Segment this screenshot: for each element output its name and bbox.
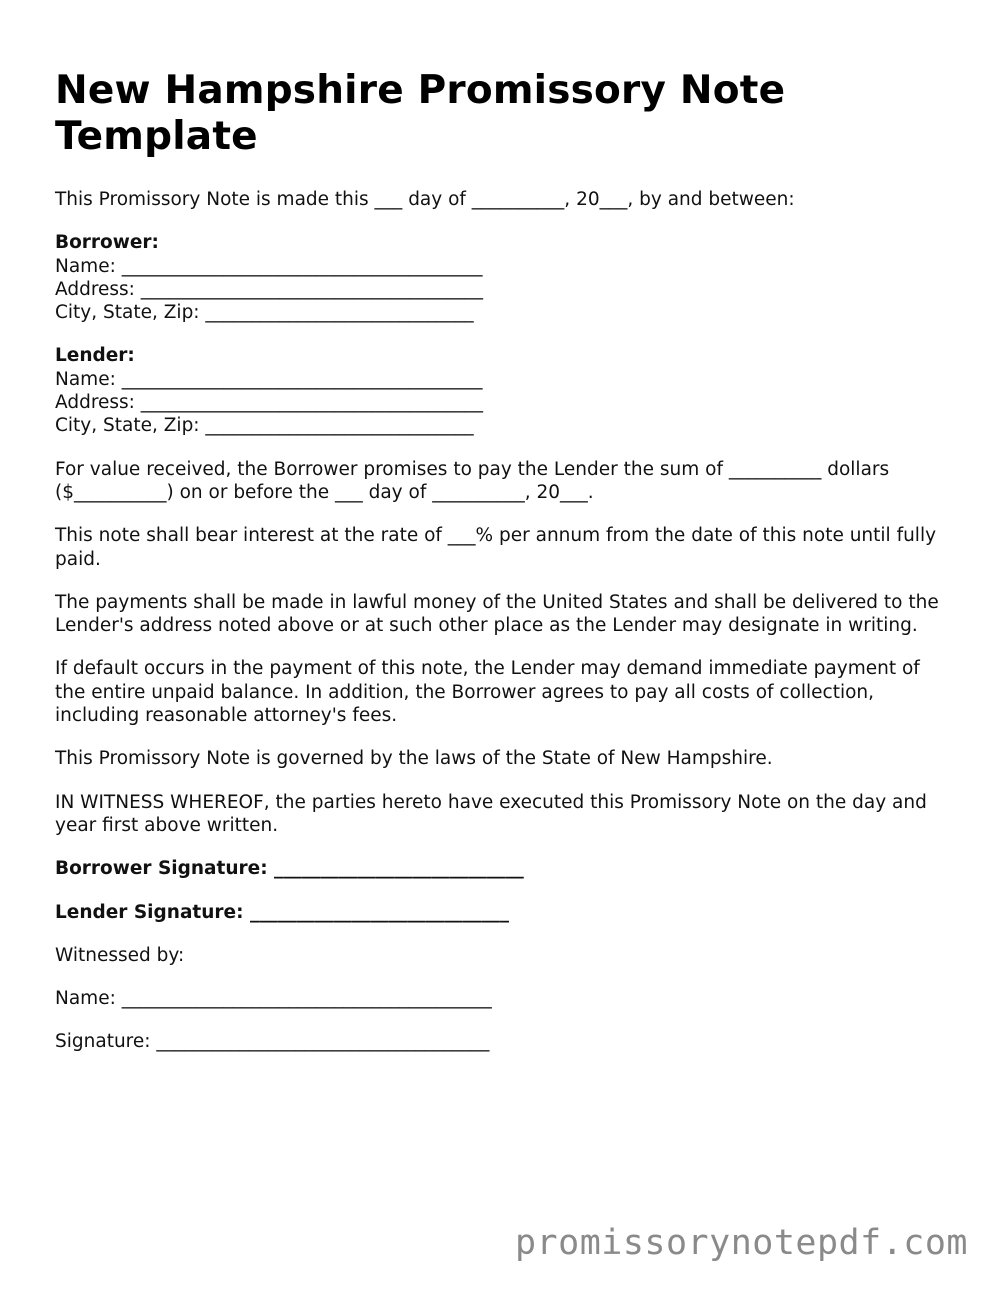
lender-section — [55, 344, 955, 437]
governing-law-paragraph: This Promissory Note is governed by the laws of the State of New Hampshire. — [55, 748, 773, 770]
intro-paragraph: This Promissory Note is made this ___ day of __________, 20___, by and between: — [55, 189, 795, 210]
lender-city-state-zip-line: City, State, Zip: _____________________________ — [55, 415, 474, 437]
borrower-section — [55, 231, 955, 324]
lender-name-line: Name: _______________________________________ — [55, 368, 483, 390]
borrower-heading: Borrower: — [55, 232, 159, 254]
payment-delivery-paragraph: The payments shall be made in lawful money of the United States and shall be delivered to the Lender's address noted above or at such other place as the Lender may designate in writing. — [55, 591, 939, 637]
interest-paragraph: This note shall bear interest at the rate of ___% per annum from the date of this note until fully paid. — [55, 525, 937, 570]
borrower-signature-line: Borrower Signature: ___________________________ — [55, 858, 524, 880]
lender-address-line: Address: _____________________________________ — [55, 392, 484, 414]
witnessed-by-label: Witnessed by: — [55, 944, 185, 966]
lender-signature-line: Lender Signature: ____________________________ — [55, 901, 509, 923]
default-paragraph: If default occurs in the payment of this note, the Lender may demand immediate payment of the entire unpaid balance. In addition, the Borrower agrees to pay all costs of collection, including reasonable attorney's fees. — [55, 658, 920, 727]
witness-signature-line: Signature: ____________________________________ — [55, 1031, 490, 1053]
witness-name-line: Name: ________________________________________ — [55, 988, 492, 1010]
witness-whereof-paragraph: IN WITNESS WHEREOF, the parties hereto have executed this Promissory Note on the day and year first above written. — [55, 791, 927, 836]
document-page — [55, 68, 955, 1074]
borrower-city-state-zip-line: City, State, Zip: _____________________________ — [55, 302, 474, 324]
payment-terms-paragraph: For value received, the Borrower promises to pay the Lender the sum of __________ dollars ($__________) on or before the ___ day of __________, 20___. — [55, 458, 890, 503]
borrower-address-line: Address: _____________________________________ — [55, 278, 484, 300]
watermark-text: promissorynotepdf.com — [514, 1223, 968, 1263]
document-title: New Hampshire Promissory Note Template — [55, 68, 786, 159]
lender-heading: Lender: — [55, 345, 135, 367]
borrower-name-line: Name: _______________________________________ — [55, 255, 483, 277]
